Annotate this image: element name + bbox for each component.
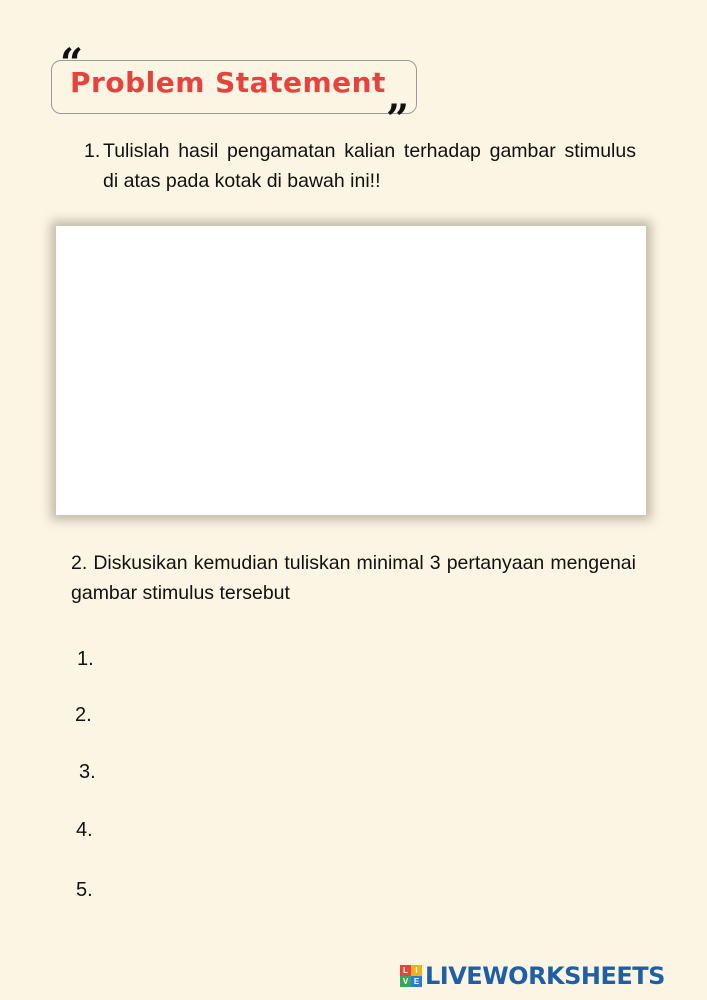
answer-line-3-number: 3. bbox=[79, 761, 96, 783]
liveworksheets-logo-text: LIVEWORKSHEETS bbox=[425, 962, 665, 990]
question-1 bbox=[84, 136, 636, 196]
page-title: Problem Statement bbox=[70, 66, 386, 99]
liveworksheets-logo[interactable] bbox=[400, 960, 665, 992]
question-1-text: Tulislah hasil pengamatan kalian terhadap gambar stimulus di atas pada kotak di bawah ini!! bbox=[103, 140, 636, 192]
observation-answer-box[interactable] bbox=[56, 226, 646, 515]
question-1-number: 1. bbox=[84, 140, 101, 162]
open-quote-icon: “ bbox=[60, 40, 84, 87]
logo-icon-letter-e: E bbox=[411, 976, 422, 987]
answer-line-1-number: 1. bbox=[77, 648, 94, 670]
logo-icon-letter-v: V bbox=[400, 976, 411, 987]
logo-icon-letter-l: L bbox=[400, 965, 411, 976]
close-quote-icon: ” bbox=[386, 96, 410, 143]
logo-icon-letter-i: I bbox=[411, 965, 422, 976]
answer-line-5-number: 5. bbox=[76, 879, 93, 901]
question-2-text: 2. Diskusikan kemudian tuliskan minimal 3 pertanyaan mengenai gambar stimulus tersebut bbox=[71, 552, 636, 604]
answer-line-2-number: 2. bbox=[75, 704, 92, 726]
answer-line-4-number: 4. bbox=[76, 819, 93, 841]
liveworksheets-logo-icon bbox=[400, 965, 422, 987]
